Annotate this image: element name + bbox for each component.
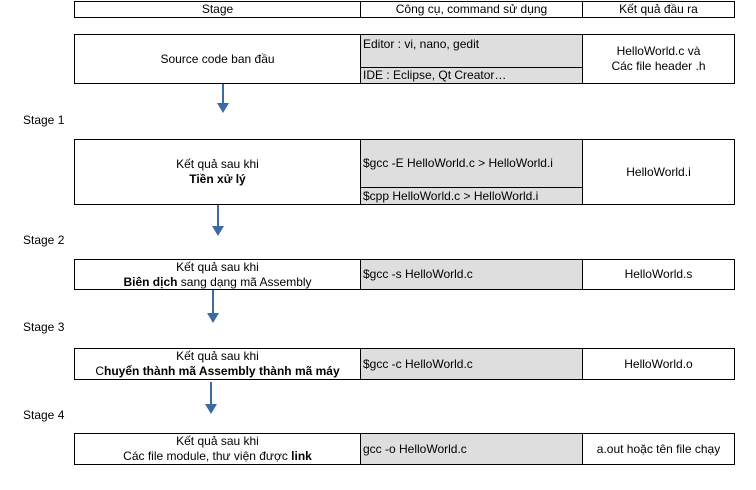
- stage-3-prefix: Kết quả sau khi: [176, 349, 259, 363]
- down-arrow-icon: [216, 84, 230, 114]
- header-output: Kết quả đầu ra: [582, 1, 735, 18]
- stage-2-cell: [74, 259, 361, 290]
- stage-1-emph: Tiền xử lý: [189, 172, 246, 186]
- stage-3-cell: [74, 348, 361, 380]
- stage-3-output: HelloWorld.o: [582, 348, 735, 380]
- stage-2-tool: $gcc -s HelloWorld.c: [360, 259, 583, 290]
- header-stage: Stage: [74, 1, 361, 18]
- source-output-line2: Các file header .h: [611, 59, 706, 73]
- down-arrow-icon: [206, 290, 220, 325]
- stage-2-label: Stage 2: [23, 233, 65, 247]
- stage-1-prefix: Kết quả sau khi: [176, 157, 259, 171]
- source-stage-cell: Source code ban đầu: [74, 34, 361, 84]
- stage-3-emph: huyển thành mã Assembly thành mã máy: [104, 364, 340, 378]
- stage-1-cell: [74, 139, 361, 205]
- stage-3-emph-first: C: [95, 364, 105, 378]
- header-tools: Công cụ, command sử dụng: [360, 1, 583, 18]
- down-arrow-icon: [211, 205, 225, 237]
- stage-2-prefix: Kết quả sau khi: [176, 259, 259, 274]
- stage-4-cell: [74, 433, 361, 465]
- stage-4-emph: link: [291, 449, 312, 463]
- stage-1-label: Stage 1: [23, 113, 65, 127]
- stage-1-output: HelloWorld.i: [582, 139, 735, 205]
- stage-3-tool: $gcc -c HelloWorld.c: [360, 348, 583, 380]
- source-output: [582, 34, 735, 84]
- stage-4-plain: Các file module, thư viện được: [123, 449, 292, 463]
- stage-2-output: HelloWorld.s: [582, 259, 735, 290]
- stage-2-suffix: sang dạng mã Assembly: [177, 274, 312, 289]
- stage-2-emph: Biên dịch: [123, 274, 178, 289]
- source-tool-editor: Editor : vi, nano, gedit: [360, 34, 583, 68]
- stage-4-label: Stage 4: [23, 408, 65, 422]
- down-arrow-icon: [204, 382, 218, 416]
- stage-4-tool: gcc -o HelloWorld.c: [360, 433, 583, 465]
- stage-4-output: a.out hoặc tên file chạy: [582, 433, 735, 465]
- stage-1-tool-cpp: $cpp HelloWorld.c > HelloWorld.i: [360, 187, 583, 205]
- source-output-line1: HelloWorld.c và: [616, 44, 701, 58]
- source-tool-ide: IDE : Eclipse, Qt Creator…: [360, 67, 583, 84]
- stage-3-label: Stage 3: [23, 320, 65, 334]
- stage-1-tool-gcc: $gcc -E HelloWorld.c > HelloWorld.i: [360, 139, 583, 188]
- stage-4-prefix: Kết quả sau khi: [176, 434, 259, 448]
